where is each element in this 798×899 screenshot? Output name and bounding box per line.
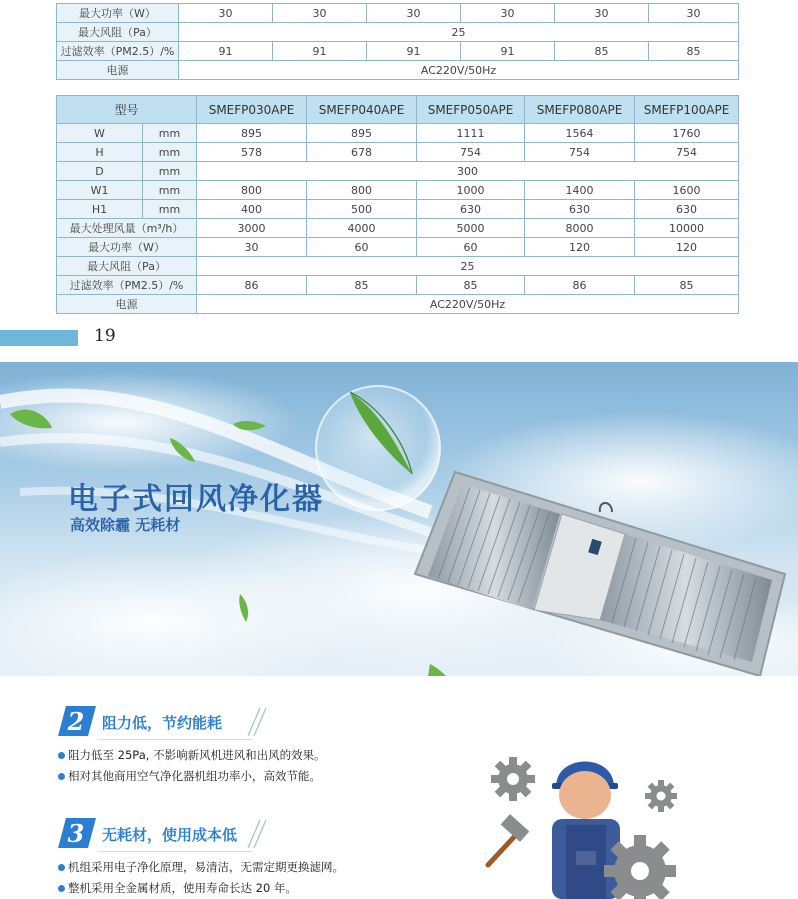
table-cell: 60	[417, 238, 525, 257]
number-badge-icon	[58, 818, 96, 848]
table-cell: 754	[417, 143, 525, 162]
row-label: W	[57, 124, 143, 143]
table-cell: 30	[197, 238, 307, 257]
gear-icon	[645, 780, 677, 812]
table-row	[57, 276, 739, 295]
page-number-bar	[0, 330, 78, 346]
row-label: 最大处理风量（m³/h）	[57, 219, 197, 238]
table-row	[57, 219, 739, 238]
table-cell: 1760	[635, 124, 739, 143]
table-cell: 1564	[525, 124, 635, 143]
table-cell: AC220V/50Hz	[197, 295, 739, 314]
table-cell: 754	[635, 143, 739, 162]
row-label: 电源	[57, 61, 179, 80]
model-name: SMEFP050APE	[417, 96, 525, 124]
row-label: 电源	[57, 295, 197, 314]
model-header: 型号	[57, 96, 197, 124]
spec-table-2	[56, 95, 739, 314]
bubble-shape	[316, 386, 440, 510]
row-label: W1	[57, 181, 143, 200]
table-cell: 30	[179, 4, 273, 23]
table-cell: 25	[197, 257, 739, 276]
table-cell: 91	[179, 42, 273, 61]
table-cell: 895	[307, 124, 417, 143]
table-cell: 60	[307, 238, 417, 257]
bullet-list	[58, 857, 344, 899]
row-label: 过滤效率（PM2.5）/%	[57, 42, 179, 61]
slash-decoration-icon	[244, 818, 274, 850]
table-cell: 800	[197, 181, 307, 200]
section-heading	[58, 818, 273, 850]
table-cell: 5000	[417, 219, 525, 238]
table-cell: 630	[635, 200, 739, 219]
list-item: 相对其他商用空气净化器机组功率小，高效节能。	[58, 766, 326, 787]
worker-figure	[552, 762, 620, 899]
slash-decoration-icon	[244, 706, 274, 738]
bullet-dot-icon	[58, 752, 65, 759]
table-cell: 3000	[197, 219, 307, 238]
table-row	[57, 162, 739, 181]
table-cell: 86	[197, 276, 307, 295]
section-title: 阻力低，节约能耗	[102, 714, 223, 732]
table-cell: 1111	[417, 124, 525, 143]
row-unit: mm	[143, 124, 197, 143]
table-row	[57, 42, 739, 61]
section-heading	[58, 706, 273, 738]
table-cell: 1400	[525, 181, 635, 200]
table-row	[57, 124, 739, 143]
model-name: SMEFP080APE	[525, 96, 635, 124]
hammer-icon	[488, 814, 529, 865]
table-cell: 25	[179, 23, 739, 42]
row-unit: mm	[143, 200, 197, 219]
bullet-list	[58, 745, 326, 787]
table-row	[57, 4, 739, 23]
gear-icon	[491, 757, 535, 801]
model-name: SMEFP100APE	[635, 96, 739, 124]
table-cell: 91	[273, 42, 367, 61]
bullet-dot-icon	[58, 773, 65, 780]
worker-illustration	[480, 725, 700, 899]
table-row	[57, 181, 739, 200]
table-header-row	[57, 96, 739, 124]
table-cell: 1600	[635, 181, 739, 200]
table-row	[57, 61, 739, 80]
row-label: 最大风阻（Pa）	[57, 257, 197, 276]
number-badge-icon	[58, 706, 96, 736]
table-cell: 578	[197, 143, 307, 162]
section-number: 2	[67, 707, 85, 736]
list-item: 阻力低至 25Pa, 不影响新风机进风和出风的效果。	[58, 745, 326, 766]
table-cell: 120	[635, 238, 739, 257]
page-number: 19	[94, 326, 116, 346]
list-item: 机组采用电子净化原理，易清洁，无需定期更换滤网。	[58, 857, 344, 878]
table-row	[57, 143, 739, 162]
table-cell: 678	[307, 143, 417, 162]
table-cell: 120	[525, 238, 635, 257]
bullet-dot-icon	[58, 864, 65, 871]
row-unit: mm	[143, 162, 197, 181]
table-cell: 85	[417, 276, 525, 295]
table-cell: 30	[367, 4, 461, 23]
table-cell: 800	[307, 181, 417, 200]
table-cell: 10000	[635, 219, 739, 238]
model-name: SMEFP040APE	[307, 96, 417, 124]
row-unit: mm	[143, 181, 197, 200]
table-cell: 85	[635, 276, 739, 295]
table-cell: 91	[367, 42, 461, 61]
bullet-dot-icon	[58, 885, 65, 892]
row-label: H1	[57, 200, 143, 219]
row-label: 过滤效率（PM2.5）/%	[57, 276, 197, 295]
table-row	[57, 238, 739, 257]
table-cell: 630	[417, 200, 525, 219]
table-cell: 30	[273, 4, 367, 23]
section-title: 无耗材，使用成本低	[102, 826, 238, 844]
row-label: 最大功率（W）	[57, 4, 179, 23]
table-cell: 85	[555, 42, 649, 61]
table-cell: 400	[197, 200, 307, 219]
table-cell: 895	[197, 124, 307, 143]
row-label: 最大风阻（Pa）	[57, 23, 179, 42]
row-label: D	[57, 162, 143, 181]
table-row	[57, 257, 739, 276]
table-cell: 30	[461, 4, 555, 23]
table-cell: 754	[525, 143, 635, 162]
table-cell: 500	[307, 200, 417, 219]
table-cell: 300	[197, 162, 739, 181]
banner-title: 电子式回风净化器	[68, 482, 324, 517]
table-cell: 85	[649, 42, 739, 61]
table-cell: 8000	[525, 219, 635, 238]
table-cell: 30	[649, 4, 739, 23]
table-cell: 630	[525, 200, 635, 219]
table-cell: 85	[307, 276, 417, 295]
model-name: SMEFP030APE	[197, 96, 307, 124]
row-label: H	[57, 143, 143, 162]
table-cell: 30	[555, 4, 649, 23]
section-number: 3	[67, 819, 85, 848]
table-row	[57, 23, 739, 42]
banner-subtitle: 高效除霾 无耗材	[70, 516, 181, 534]
table-cell: 4000	[307, 219, 417, 238]
table-cell: 86	[525, 276, 635, 295]
row-unit: mm	[143, 143, 197, 162]
list-item: 整机采用全金属材质，使用寿命长达 20 年。	[58, 878, 344, 899]
table-row	[57, 295, 739, 314]
table-cell: 1000	[417, 181, 525, 200]
table-cell: AC220V/50Hz	[179, 61, 739, 80]
spec-table-1	[56, 3, 739, 80]
row-label: 最大功率（W）	[57, 238, 197, 257]
table-cell: 91	[461, 42, 555, 61]
product-banner	[0, 362, 798, 676]
table-row	[57, 200, 739, 219]
